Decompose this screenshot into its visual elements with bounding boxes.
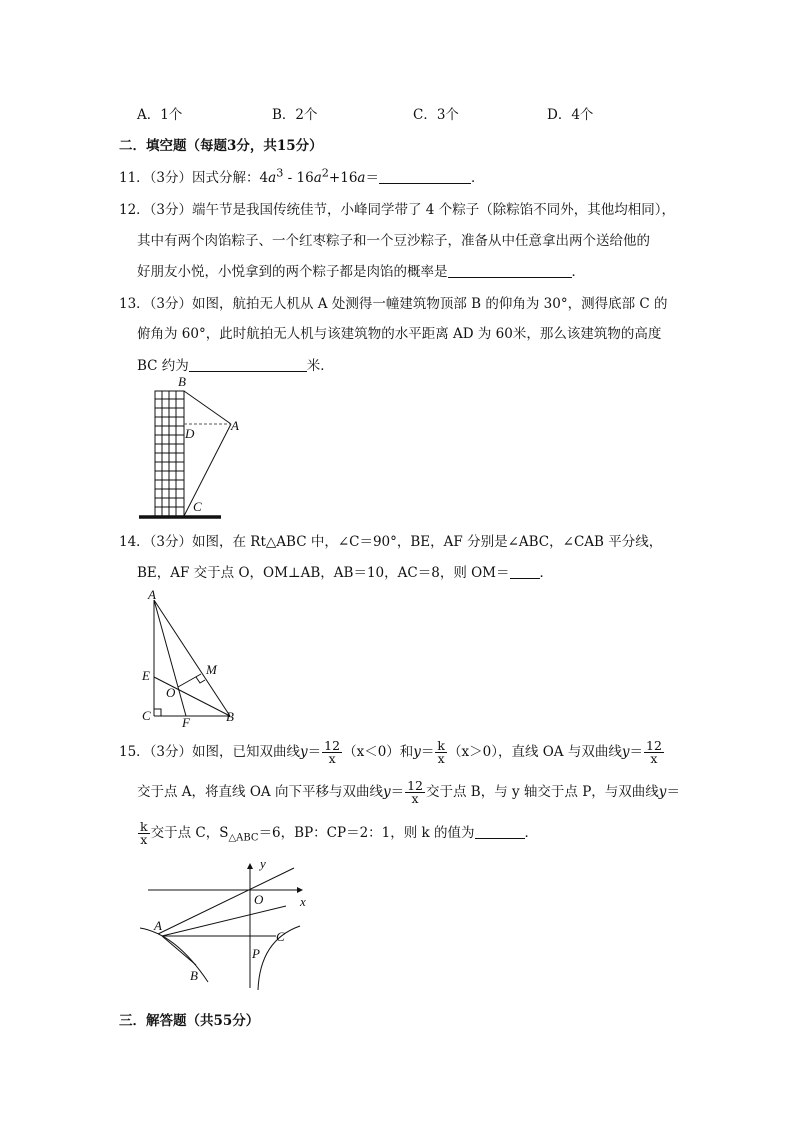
label-x: x [300,894,306,909]
line-bc [162,906,286,936]
section-3-title: 三．解答题（共55分） [119,1013,260,1029]
triangle-figure [138,586,248,730]
fraction-12-over-x: $\frac{12}{x}$ [646,737,662,766]
building-figure [135,372,265,522]
label-c: C [276,929,285,944]
fraction-k-over-x: $\frac{k}{x}$ [140,818,148,847]
fraction-12-over-x: $\frac{12}{x}$ [324,737,341,766]
option-a: A．1个 [137,107,183,123]
option-d: D．4个 [547,107,594,123]
label-p: P [252,946,260,961]
label-a: A [231,418,239,433]
hyperbola-figure [136,856,316,990]
question-14-line1: 14．（3分）如图，在 Rt△ABC 中，∠C＝90°，BE，AF 分别是∠ABC，∠CAB 平分线， [119,534,663,550]
q11-num: 11．（3分） [119,170,193,186]
question-14-line2: BE，AF 交于点 O，OM⊥AB，AB＝10，AC＝8，则 OM＝ ． [137,565,553,581]
label-f: F [182,715,190,730]
answer-blank [475,824,525,839]
label-a: A [148,587,156,602]
label-c: C [193,499,202,514]
section-2-title: 二．填空题（每题3分，共15分） [119,138,323,154]
option-c: C．3个 [413,107,459,123]
label-y: y [260,856,266,871]
question-13-line1: 13．（3分）如图，航拍无人机从 A 处测得一幢建筑物顶部 B 的仰角为 30°，测得底部 C 的 [119,296,668,312]
question-12-line2: 其中有两个肉馅粽子、一个红枣粽子和一个豆沙粽子，准备从中任意拿出两个送给他的 [137,233,650,249]
label-e: E [142,668,150,683]
label-b: B [178,374,186,389]
answer-blank [510,564,540,579]
label-b: B [190,968,198,983]
fraction-k-over-x: $\frac{k}{x}$ [437,737,445,766]
line-om [178,674,201,687]
label-o: O [166,685,176,700]
line-oa [158,868,294,934]
line-ab [162,936,196,965]
label-a: A [154,918,162,933]
question-15-line1: 15．（3分）如图，已知双曲线y＝ $\frac{12}{x}$ （x＜0）和y＝ $\frac{k}{x}$ （x＞0），直线 OA 与双曲线y＝ $\frac{12}{x}$ [119,737,662,766]
label-c: C [142,708,151,723]
answer-blank [448,263,572,278]
question-13-line2: 俯角为 60°，此时航拍无人机与该建筑物的水平距离 AD 为 60米，那么该建筑物的高度 [137,326,662,342]
question-12-line1: 12．（3分）端午节是我国传统佳节，小峰同学带了 4 个粽子（除粽馅不同外，其他均相同）， [119,202,675,218]
label-b: B [226,709,234,724]
answer-blank [379,169,471,184]
line-ab [184,391,231,424]
question-15-line3: $\frac{k}{x}$ 交于点 C，$S_{\triangle ABC}=6$，BP：CP＝2：1，则 k 的值为 ． [140,818,539,847]
fraction-12-over-x: $\frac{12}{x}$ [407,777,423,806]
question-12-line3: 好朋友小悦，小悦拿到的两个粽子都是肉馅的概率是 ． [137,264,585,280]
question-13-line3: BC 约为 米． [137,358,334,374]
label-o: O [254,892,264,907]
label-d: D [185,426,195,441]
label-m: M [206,662,217,677]
question-11: 11．（3分）因式分解：$4a^3 - 16a^2+16a=$ ． [119,166,485,186]
question-15-line2: 交于点 A，将直线 OA 向下平移与双曲线y＝ $\frac{12}{x}$ 交于点 B，与 y 轴交于点 P，与双曲线y＝ [137,777,680,806]
option-b: B．2个 [272,107,318,123]
answer-blank [189,357,307,372]
